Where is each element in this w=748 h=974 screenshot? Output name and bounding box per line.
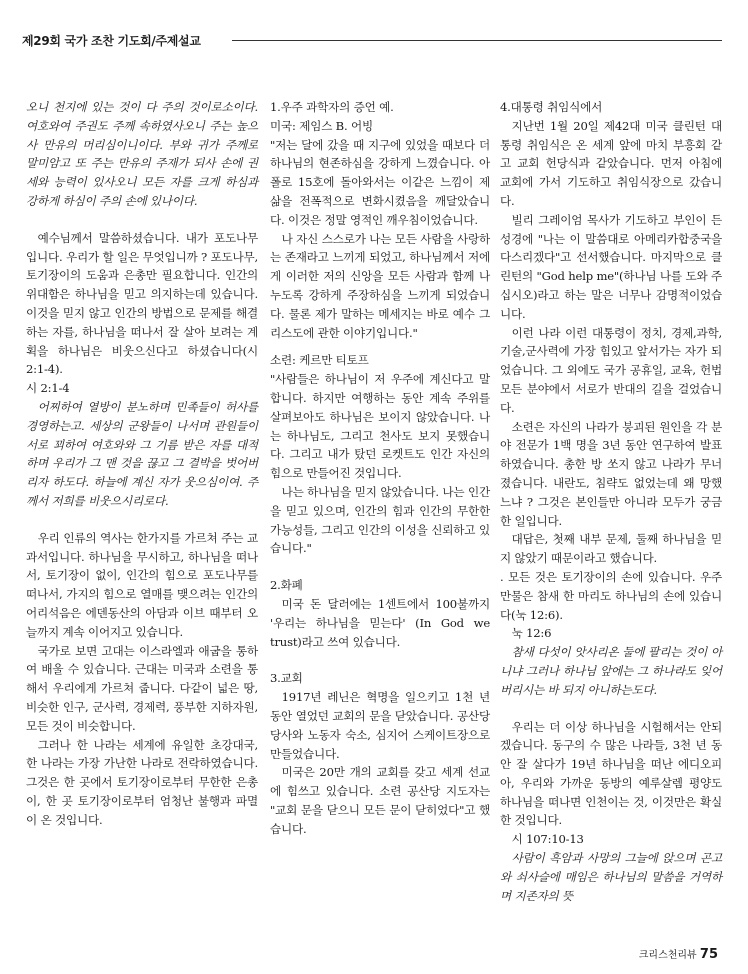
testimony-quote: "저는 달에 갔을 때 지구에 있었을 때보다 더 하나님의 현존하심을 강하게 느꼈습니다. 아폴로 15호에 돌아와서는 이같은 느낌이 제 삶을 전폭적으로 변화시켰음을 깨달았습니다. 이것은 정말 영적인 깨우침이었습니다.	[270, 137, 490, 227]
body-paragraph: 우리는 더 이상 하나님을 시험해서는 안되겠습니다. 동구의 수 많은 나라들, 3천 년 동안 잘 살다가 19년 하나님을 떠난 에디오피아, 우리와 가까운 동방의 예루살렘 평양도 하나님을 떠나면 인천이는 것, 이것만은 확실한 것입니다.	[500, 719, 722, 828]
column-2	[270, 98, 490, 838]
section-heading: 1.우주 과학자의 증언 예.	[270, 100, 394, 114]
section-heading: 4.대통령 취임식에서	[500, 100, 603, 114]
scripture-quote: 어찌하여 열방이 분노하며 민족들이 허사를 경영하는고. 세상의 군왕들이 나서며 관원들이 서로 꾀하여 여호와와 그 기름 받은 자를 대적하며 우리가 그 맨 것을 끊고 그 결박을 벗어버리자 하도다. 하늘에 계신 자가 웃으심이여. 주께서 저희를 비웃으시리로다.	[26, 399, 258, 508]
body-paragraph: 우리 인류의 역사는 한가지를 가르쳐 주는 교과서입니다. 하나님을 무시하고, 하나님을 떠나서, 토기장이 없이, 인간의 힘으로 포도나무를 떠나서, 가지의 힘으로 열매를 맺으려는 인간의 어리석음은 에덴동산의 아담과 이브 때부터 오늘까지 계속 이어지고 있습니다.	[26, 530, 258, 639]
scripture-reference: 눅 12:6	[511, 626, 552, 641]
body-paragraph: 이런 나라 이런 대통령이 정치, 경제,과학,기술,군사력에 가장 힘있고 앞서가는 자가 되었습니다. 그 외에도 국가 공휴일, 교육, 헌법 모든 분야에서 서로가 반대의 길을 걸었습니다.	[500, 325, 722, 415]
testimony-quote: "사람들은 하나님이 저 우주에 계신다고 말합니다. 하지만 여행하는 동안 계속 주위를 살펴보아도 하나님은 보이지 않았습니다. 나는 하나님도, 그리고 천사도 보지 못했습니다. 그리고 내가 탔던 로켓트도 인간 자신의 힘으로 만들어진 것입니다.	[270, 372, 490, 481]
section-heading: 3.교회	[270, 671, 303, 686]
body-paragraph: 1917년 레닌은 혁명을 일으키고 1천 년 동안 열었던 교회의 문을 닫았습니다. 공산당 당사와 노동자 숙소, 심지어 스케이트장으로 만들었습니다.	[270, 690, 490, 761]
speaker-label: 소련: 케르만 티토프	[270, 353, 369, 368]
column-1	[26, 98, 258, 829]
testimony-quote: 나 자신 스스로가 나는 모든 사람을 사랑하는 존재라고 느끼게 되었고, 하나님께서 저에게 이러한 저의 신앙을 모든 사람과 함께 나누도록 강하게 주장하심을 느끼게 되었습니다. 물론 제가 말하는 메세지는 바로 예수 그리스도에 관한 이야기입니다."	[270, 231, 490, 340]
body-paragraph: 지난번 1월 20일 제42대 미국 클린턴 대통령 취임식은 온 세계 앞에 마치 부흥회 같고 교회 헌당식과 같았습니다. 먼저 아침에 교회에 가서 기도하고 취임식장으로 갔습니다.	[500, 118, 722, 208]
scripture-quote: 사람이 흑암과 사망의 그늘에 앉으며 곤고와 쇠사슬에 매임은 하나님의 말씀을 거역하며 지존자의 뜻	[500, 851, 722, 903]
body-paragraph: 빌리 그레이엄 목사가 기도하고 부인이 든 성경에 "나는 이 말씀대로 아메리카합중국을 다스리겠다"고 선서했습니다. 마지막으로 클린턴의 "God help me"(하나님 나를 도와 주십시오)라고 하는 말은 너무나 감명적이었습니다.	[500, 212, 722, 321]
body-paragraph: 예수님께서 말씀하셨습니다. 내가 포도나무입니다. 우리가 할 일은 무엇입니까 ? 포도나무, 토기장이의 도움과 은총만 필요합니다. 인간의 위대함은 하나님을 믿고 의지하는데 있습니다. 이것을 믿지 않고 인간의 방법으로 문제를 해결하는 자를, 하나님을 떠나서 잘 살아 보려는 계획을 하나님은 비웃으신다고 하셨습니다(시 2:1-4).	[26, 230, 258, 377]
scripture-quote: 오니 천지에 있는 것이 다 주의 것이로소이다. 여호와여 주권도 주께 속하였사오니 주는 높으사 만유의 머리심이니이다. 부와 귀가 주께로 말미암고 또 주는 만유의 주재가 되사 손에 권세와 능력이 있사오니 모든 자를 크게 하심과 강하게 하심이 주의 손에 있나이다.	[26, 100, 258, 208]
section-title: 제29회 국가 조찬 기도회/주제설교	[22, 34, 201, 48]
body-paragraph: 미국은 20만 개의 교회를 갖고 세계 선교에 힘쓰고 있습니다. 소련 공산당 지도자는 "교회 문을 닫으니 모든 문이 닫히었다"고 했습니다.	[270, 765, 490, 836]
body-paragraph: . 모든 것은 토기장이의 손에 있습니다. 우주 만물은 참새 한 마리도 하나님의 손에 있습니다(눅 12:6).	[500, 569, 722, 622]
magazine-name: 크리스천리뷰	[638, 950, 697, 961]
speaker-label: 미국: 제임스 B. 어빙	[270, 118, 373, 133]
body-paragraph: 미국 돈 달러에는 1센트에서 100불까지 '우리는 하나님을 믿는다' (In God we trust)라고 쓰여 있습니다.	[270, 596, 490, 649]
column-3	[500, 98, 722, 905]
header-rule	[232, 40, 722, 41]
body-paragraph: 그러나 한 나라는 세계에 유일한 초강대국, 한 나라는 가장 가난한 나라로 전락하였습니다. 그것은 한 곳에서 토기장이로부터 무한한 은총이, 한 곳 토기장이로부터 엄청난 불행과 파멸이 온 것입니다.	[26, 737, 258, 827]
page-header	[22, 32, 722, 54]
body-paragraph: 대답은, 첫째 내부 문제, 둘째 하나님을 믿지 않았기 때문이라고 했습니다.	[500, 532, 722, 566]
body-paragraph: 국가로 보면 고대는 이스라엘과 애굽을 통하여 배울 수 있습니다. 근대는 미국과 소련을 통해서 우리에게 가르쳐 줍니다. 다같이 넓은 땅, 비슷한 인구, 군사력, 경제력, 풍부한 지하자원, 모든 것이 비슷합니다.	[26, 643, 258, 733]
body-paragraph: 소련은 자신의 나라가 붕괴된 원인을 각 분야 전문가 1백 명을 3년 동안 연구하여 발표하였습니다. 총한 방 쏘지 않고 나라가 무너졌습니다. 내란도, 침략도 없었는데 왜 망했느냐 ? 그것은 본인들만 아니라 모두가 궁금한 일입니다.	[500, 419, 722, 528]
scripture-reference: 시 2:1-4	[26, 381, 70, 396]
testimony-quote: 나는 하나님을 믿지 않았습니다. 나는 인간을 믿고 있으며, 인간의 힘과 인간의 무한한 가능성들, 그리고 인간의 이성을 신뢰하고 있습니다."	[270, 484, 490, 556]
scripture-quote: 참새 다섯이 앗사리온 둘에 팔리는 것이 아니냐 그러나 하나님 앞에는 그 하나라도 잊어버리시는 바 되지 아니하는도다.	[500, 645, 722, 697]
page-number: 75	[699, 947, 718, 962]
page-footer	[639, 946, 718, 962]
section-heading: 2.화폐	[270, 578, 303, 593]
scripture-reference: 시 107:10-13	[511, 832, 584, 847]
